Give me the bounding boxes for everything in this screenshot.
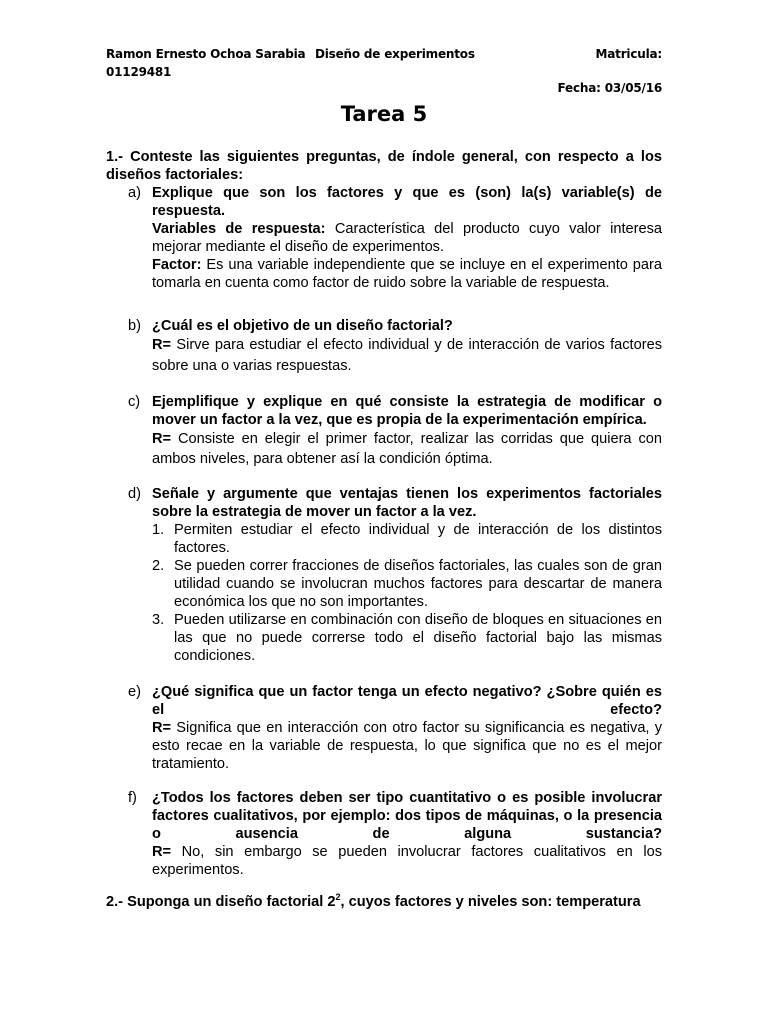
date-label: Fecha: 03/05/16 (557, 81, 662, 95)
item-question: Explique que son los factores y que es (son) la(s) variable(s) de respuesta. (152, 185, 662, 219)
matricula-label: Matricula: (595, 47, 662, 61)
item-b (106, 317, 662, 377)
item-answer (152, 843, 662, 879)
question-2 (106, 893, 662, 911)
answer-text: Consiste en elegir el primer factor, realizar las corridas que quiera con ambos niveles, para obtener así la condición óptima. (152, 431, 662, 467)
item-answer (152, 220, 662, 256)
question-2-text-after: , cuyos factores y niveles son: temperatura (340, 894, 641, 910)
item-question: Señale y argumente que ventajas tienen los experimentos factoriales sobre la estrategia de mover un factor a la vez. (152, 486, 662, 520)
answer-prefix: R= (152, 431, 172, 447)
item-d (106, 485, 662, 665)
item-label: f) (128, 790, 137, 806)
question-2-superscript: 2 (335, 892, 341, 903)
advantages-list (152, 521, 662, 665)
item-question: Ejemplifique y explique en qué consiste la estrategia de modificar o mover un factor a la vez, que es propia de la experimentación empírica. (152, 394, 662, 428)
document-body (106, 148, 662, 911)
list-number: 1. (152, 522, 165, 538)
course-name: Diseño de experimentos (315, 47, 475, 61)
item-question: ¿Qué significa que un factor tenga un efecto negativo? ¿Sobre quién es el efecto? (152, 684, 662, 718)
list-number: 2. (152, 558, 165, 574)
document-title: Tarea 5 (340, 102, 428, 126)
answer-term: Factor: (152, 257, 202, 273)
list-item (152, 521, 662, 557)
item-question: ¿Cuál es el objetivo de un diseño factorial? (152, 318, 453, 334)
list-number: 3. (152, 612, 165, 628)
answer-text: Es una variable independiente que se incluye en el experimento para tomarla en cuenta como factor de ruido sobre la variable de respuesta. (152, 257, 662, 291)
list-text: Permiten estudiar el efecto individual y de interacción de los distintos factores. (174, 522, 662, 556)
student-id: 01129481 (106, 65, 172, 79)
item-label: a) (128, 185, 141, 201)
answer-text: Característica del producto cuyo valor interesa mejorar mediante el diseño de experimentos. (152, 221, 663, 255)
item-a (106, 184, 662, 292)
item-f (106, 789, 662, 879)
student-name: Ramon Ernesto Ochoa Sarabia (106, 47, 306, 61)
list-item (152, 557, 662, 611)
question-2-text: 2.- Suponga un diseño factorial 2 (106, 894, 336, 910)
item-label: d) (128, 486, 141, 502)
answer-prefix: R= (152, 720, 172, 736)
item-question: ¿Todos los factores deben ser tipo cuantitativo o es posible involucrar factores cualitativos, por ejemplo: dos tipos de máquinas, o la presencia o ausencia de alguna sustancia? (152, 790, 662, 842)
answer-text: Sirve para estudiar el efecto individual y de interacción de varios factores sobre una o varias respuestas. (152, 337, 662, 374)
item-answer (152, 335, 662, 377)
item-label: c) (128, 394, 141, 410)
item-c (106, 393, 662, 469)
list-text: Pueden utilizarse en combinación con diseño de bloques en situaciones en las que no puede correrse todo el diseño factorial bajo las mismas condiciones. (174, 612, 662, 664)
item-answer (152, 719, 662, 773)
item-label: e) (128, 684, 141, 700)
answer-text: Significa que en interacción con otro factor su significancia es negativa, y esto recae en la variable de respuesta, lo que significa que no es el mejor tratamiento. (152, 720, 662, 772)
item-e (106, 683, 662, 773)
item-answer (152, 256, 662, 292)
item-answer (152, 429, 662, 469)
answer-prefix: R= (152, 844, 172, 860)
answer-prefix: R= (152, 337, 172, 353)
list-item (152, 611, 662, 665)
question-1: 1.- Conteste las siguientes preguntas, de índole general, con respecto a los diseños factoriales: (106, 149, 662, 183)
list-text: Se pueden correr fracciones de diseños factoriales, las cuales son de gran utilidad cuando se involucran muchos factores para descartar de manera económica los que no son importantes. (174, 558, 662, 610)
answer-text: No, sin embargo se pueden involucrar factores cualitativos en los experimentos. (152, 844, 662, 878)
item-label: b) (128, 318, 141, 334)
answer-term: Variables de respuesta: (152, 221, 326, 237)
